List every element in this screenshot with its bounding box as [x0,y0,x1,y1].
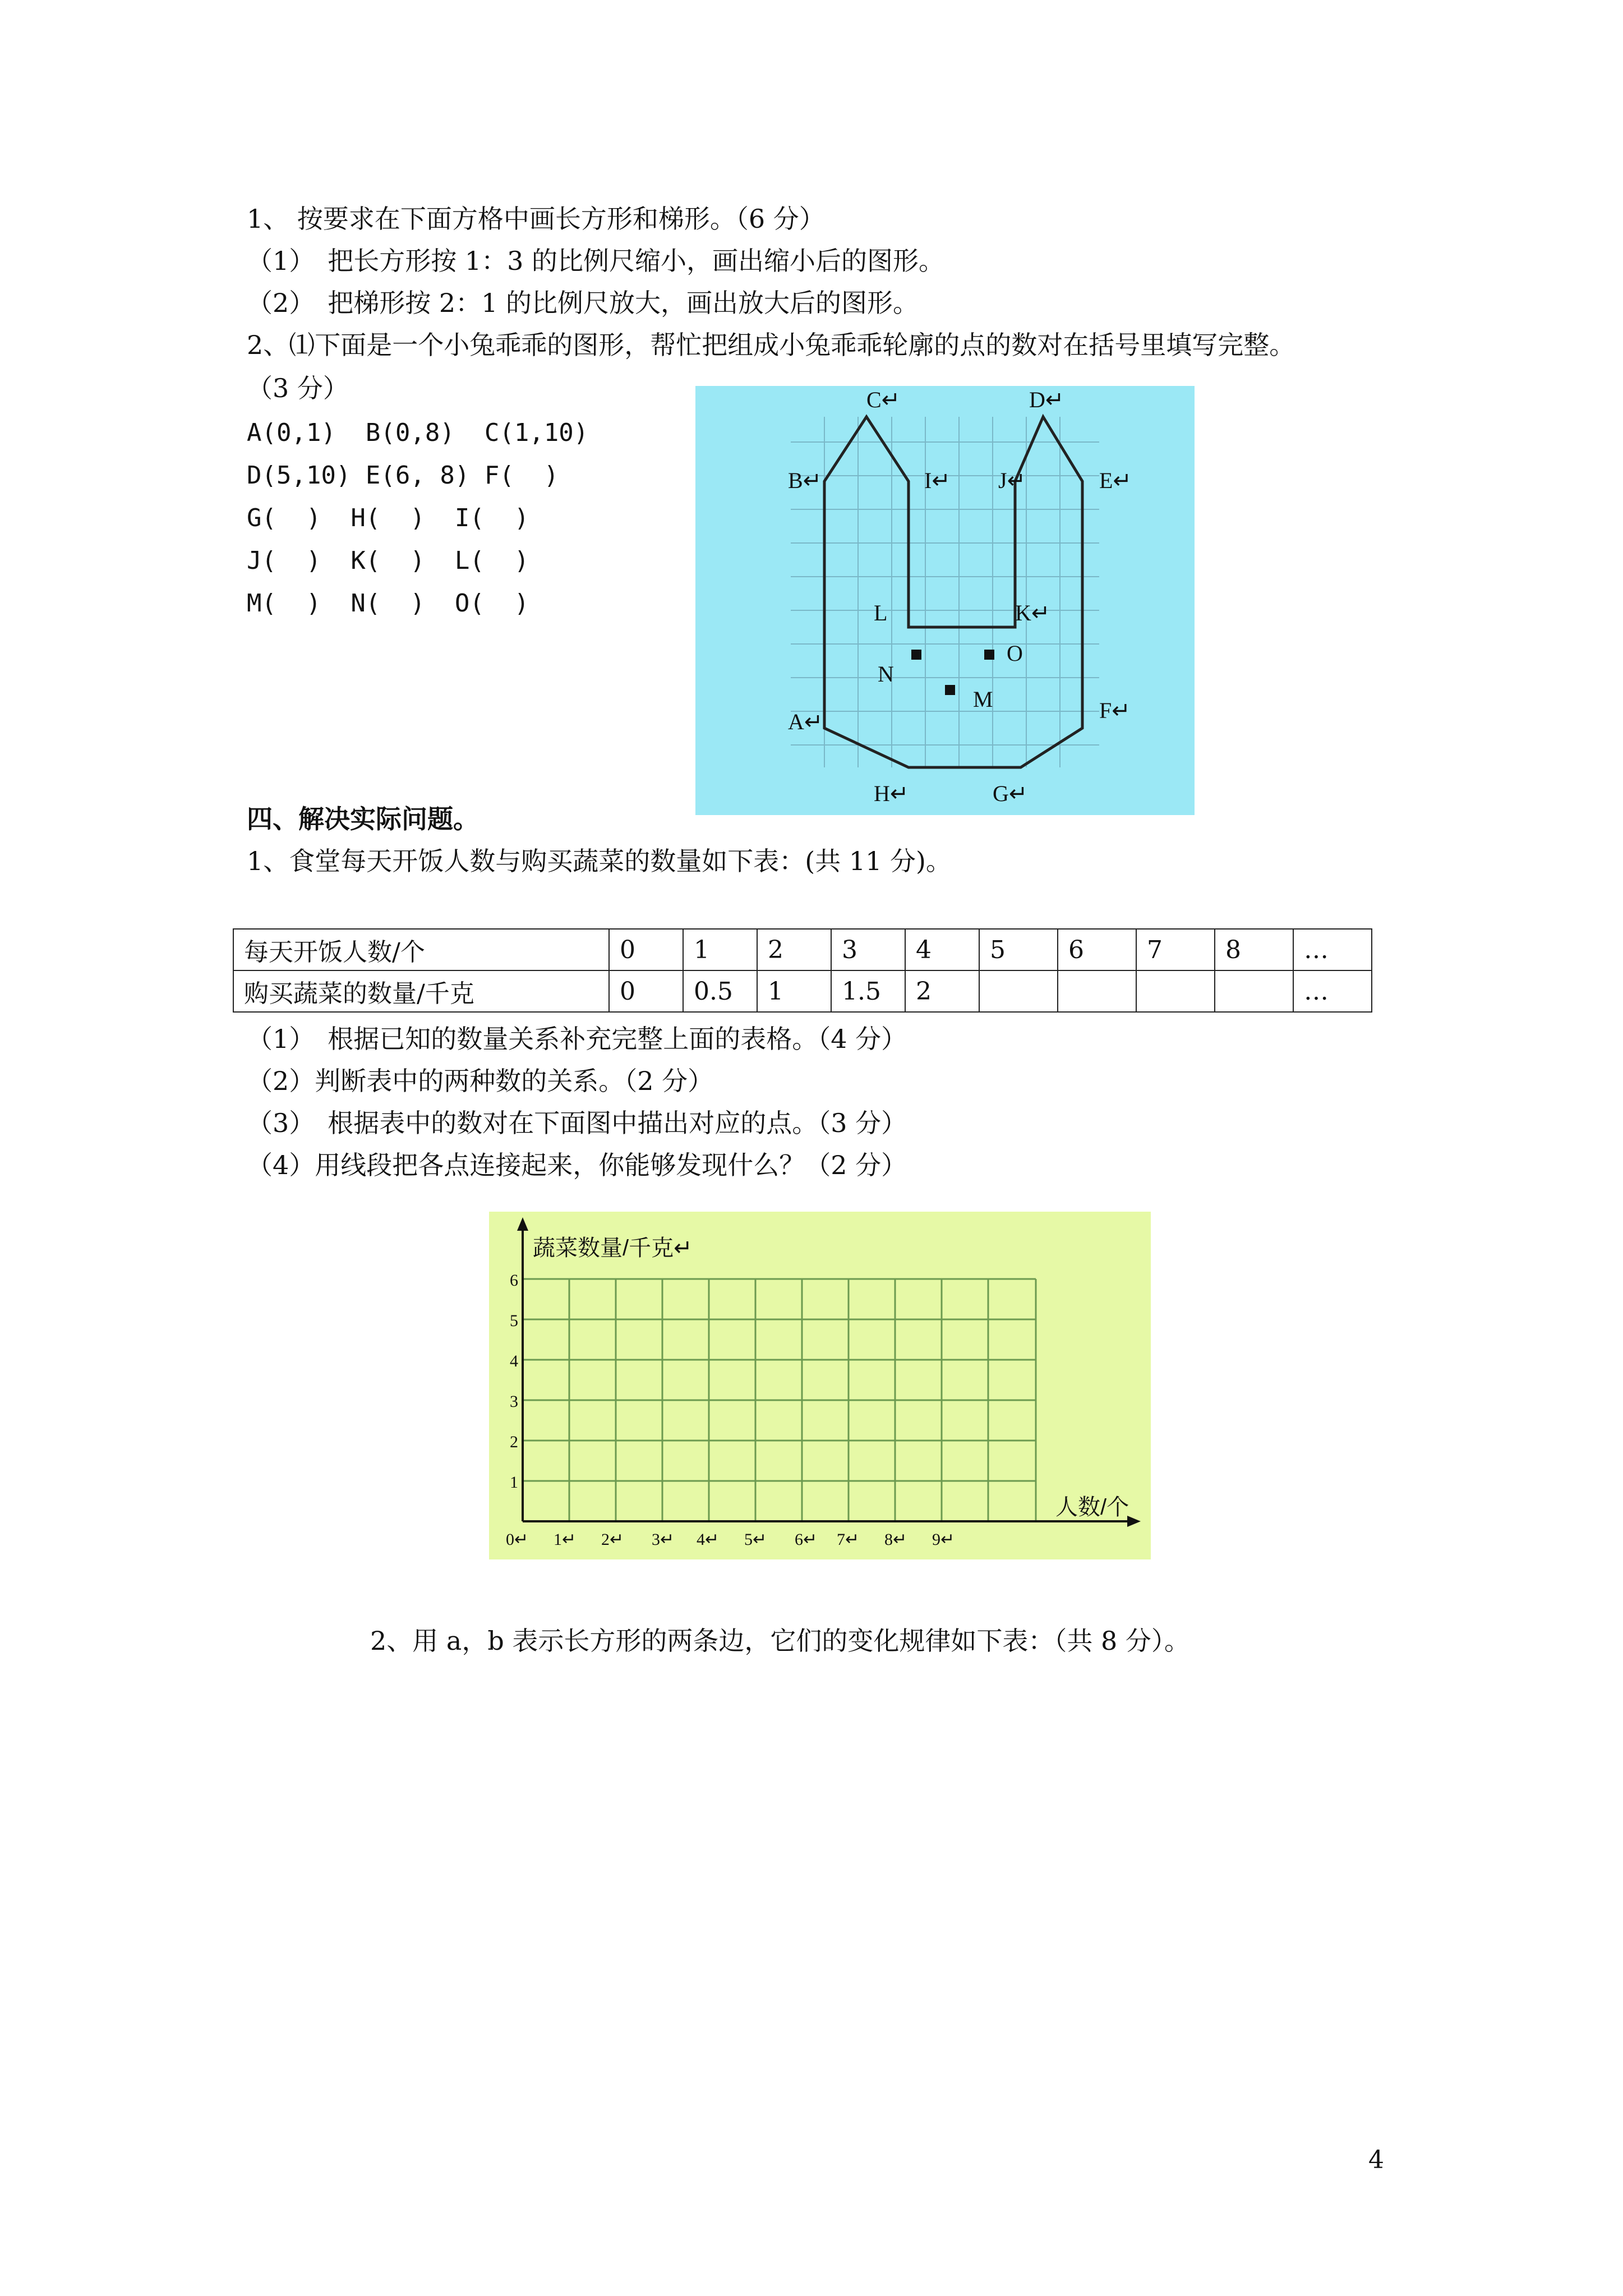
coord-row-3: G( ) H( ) I( ) [247,504,529,532]
table-cell: 7 [1136,929,1215,970]
label-l: L [874,600,888,625]
table-cell: 6 [1058,929,1136,970]
label-o: O [1007,641,1023,666]
q4-sub3: （3） 根据表中的数对在下面图中描出对应的点。（3 分） [247,1108,907,1138]
label-b: B↵ [788,468,822,493]
table-cell: 1 [757,970,831,1012]
table-cell: 0 [609,929,683,970]
item2-title: 2、⑴下面是一个小兔乖乖的图形，帮忙把组成小兔乖乖轮廓的点的数对在括号里填写完整。 [247,330,1295,360]
label-h: H↵ [874,781,909,806]
x-tick: 6↵ [795,1530,818,1549]
page-number: 4 [1368,2146,1384,2174]
label-c: C↵ [866,387,901,412]
q4-sub1: （1） 根据已知的数量关系补充完整上面的表格。（4 分） [247,1024,907,1054]
y-tick: 4 [510,1352,518,1370]
q4-sub2: （2）判断表中的两种数的关系。（2 分） [247,1066,714,1096]
table-cell: … [1293,970,1372,1012]
label-m: M [973,687,993,712]
item1-title: 1、 按要求在下面方格中画长方形和梯形。（6 分） [247,204,825,234]
label-i: I↵ [924,468,951,493]
table-cell: 购买蔬菜的数量/千克 [233,970,609,1012]
y-axis-label: 蔬菜数量/千克↵ [533,1236,693,1260]
item1-sub1: （1） 把长方形按 1：3 的比例尺缩小，画出缩小后的图形。 [247,246,945,276]
item1-sub2: （2） 把梯形按 2：1 的比例尺放大，画出放大后的图形。 [247,288,919,318]
q4-item1-title: 1、食堂每天开饭人数与购买蔬菜的数量如下表：(共 11 分)。 [247,846,952,876]
table-cell[interactable] [1058,970,1136,1012]
label-n: N [878,661,894,687]
table-row [233,970,1372,1012]
x-tick: 2↵ [601,1530,624,1549]
q4-item2-title: 2、用 a，b 表示长方形的两条边，它们的变化规律如下表：（共 8 分）。 [370,1626,1190,1656]
x-tick: 5↵ [744,1530,767,1549]
table-cell: 8 [1215,929,1293,970]
table-cell[interactable] [979,970,1058,1012]
y-tick: 5 [510,1312,518,1330]
q4-sub4: （4）用线段把各点连接起来，你能够发现什么？（2 分） [247,1150,907,1180]
point-o-marker [984,650,994,660]
table-cell[interactable] [1136,970,1215,1012]
label-d: D↵ [1029,387,1064,412]
table-cell: 0 [609,970,683,1012]
section-four-title: 四、解决实际问题。 [247,804,479,834]
y-tick: 6 [510,1271,518,1290]
x-tick: 1↵ [554,1530,577,1549]
coord-row-5: M( ) N( ) O( ) [247,589,529,618]
y-tick: 3 [510,1392,518,1411]
table-cell: 3 [831,929,905,970]
vegetable-table [233,928,1372,1013]
x-axis-label: 人数/个 [1055,1495,1129,1520]
label-a: A↵ [788,709,823,734]
x-tick: 9↵ [932,1530,955,1549]
table-row [233,929,1372,970]
x-tick: 4↵ [697,1530,720,1549]
label-g: G↵ [993,781,1028,806]
table-cell: 2 [757,929,831,970]
table-cell: 1 [683,929,757,970]
label-e: E↵ [1099,468,1132,493]
rabbit-background [695,386,1195,815]
label-k: K↵ [1015,600,1050,625]
label-f: F↵ [1099,698,1131,723]
plot-grid-figure[interactable] [489,1212,1151,1559]
table-cell: 1.5 [831,970,905,1012]
coord-row-1: A(0,1) B(0,8) C(1,10) [247,418,589,447]
table-cell: 每天开饭人数/个 [233,929,609,970]
item2-score: （3 分） [247,373,349,403]
x-tick: 3↵ [652,1530,675,1549]
x-tick: 8↵ [884,1530,907,1549]
table-cell: 0.5 [683,970,757,1012]
coord-row-4: J( ) K( ) L( ) [247,546,529,575]
label-j: J↵ [998,468,1026,493]
table-cell: … [1293,929,1372,970]
table-cell: 4 [905,929,979,970]
table-cell: 5 [979,929,1058,970]
table-cell: 2 [905,970,979,1012]
rabbit-figure [695,386,1195,815]
table-cell[interactable] [1215,970,1293,1012]
x-tick: 7↵ [837,1530,860,1549]
plot-background [489,1212,1151,1559]
x-tick: 0↵ [506,1530,529,1549]
y-tick: 1 [510,1473,518,1492]
y-tick: 2 [510,1433,518,1451]
point-m-marker [945,685,955,695]
point-n-marker [911,650,921,660]
coord-row-2: D(5,10) E(6, 8) F( ) [247,461,559,490]
